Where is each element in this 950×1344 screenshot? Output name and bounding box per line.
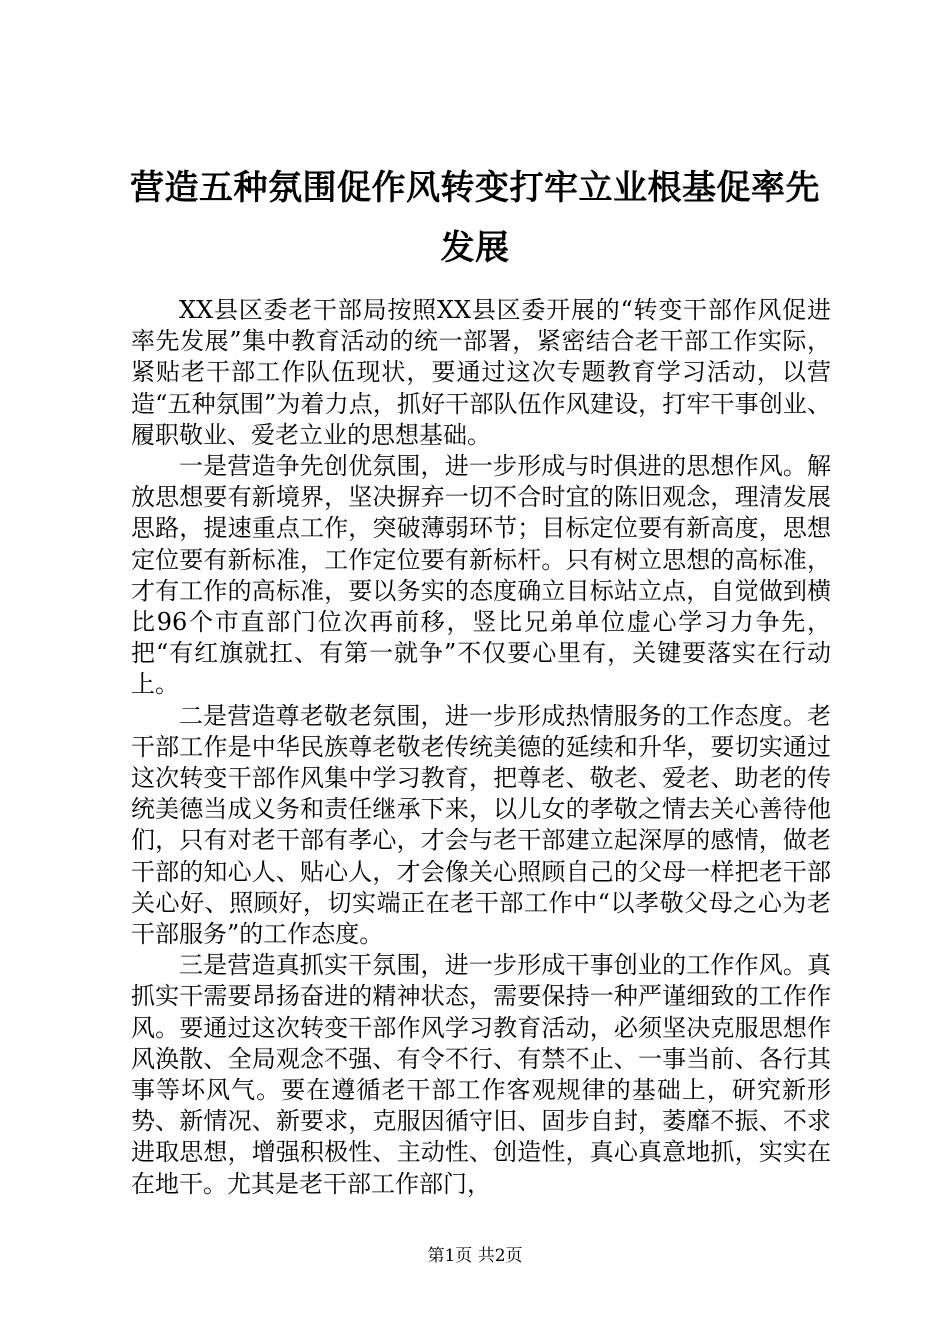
paragraph-point-three: 三是营造真抓实干氛围，进一步形成干事创业的工作作风。真抓实干需要昂扬奋进的精神状态，需要保持一种严谨细致的工作作风。要通过这次转变干部作风学习教育活动，必须坚决克服思想作风涣散、全局观念不强、有令不行、有禁不止、一事当前、各行其事等坏风气。要在遵循老干部工作客观规律的基础上，研究新形势、新情况、新要求，克服因循守旧、固步自封，萎靡不振、不求进取思想，增强积极性、主动性、创造性，真心真意地抓，实实在在地干。尤其是老干部工作部门， [131, 951, 831, 1198]
document-body [131, 295, 831, 1200]
page-number-footer: 第1页 共2页 [427, 1246, 523, 1266]
paragraph-intro: XX县区委老干部局按照XX县区委开展的“转变干部作风促进率先发展”集中教育活动的统一部署，紧密结合老干部工作实际，紧贴老干部工作队伍现状，要通过这次专题教育学习活动，以营造“五种氛围”为着力点，抓好干部队伍作风建设，打牢干事创业、履职敬业、爱老立业的思想基础。 [131, 296, 831, 449]
paragraph-point-two: 二是营造尊老敬老氛围，进一步形成热情服务的工作态度。老干部工作是中华民族尊老敬老传统美德的延续和升华，要切实通过这次转变干部作风集中学习教育，把尊老、敬老、爱老、助老的传统美德当成义务和责任继承下来，以儿女的孝敬之情去关心善待他们，只有对老干部有孝心，才会与老干部建立起深厚的感情，做老干部的知心人、贴心人，才会像关心照顾自己的父母一样把老干部关心好、照顾好，切实端正在老干部工作中“以孝敬父母之心为老干部服务”的工作态度。 [131, 701, 831, 949]
document-title: 营造五种氛围促作风转变打牢立业根基促率先发展 [130, 168, 820, 268]
paragraph-point-one: 一是营造争先创优氛围，进一步形成与时俱进的思想作风。解放思想要有新境界，坚决摒弃一切不合时宜的陈旧观念，理清发展思路，提速重点工作，突破薄弱环节；目标定位要有新高度，思想定位要有新标准，工作定位要有新标杆。只有树立思想的高标准，才有工作的高标准，要以务实的态度确立目标站立点，自觉做到横比96个市直部门位次再前移，竖比兄弟单位虚心学习力争先，把“有红旗就扛、有第一就争”不仅要心里有，关键要落实在行动上。 [131, 452, 831, 699]
